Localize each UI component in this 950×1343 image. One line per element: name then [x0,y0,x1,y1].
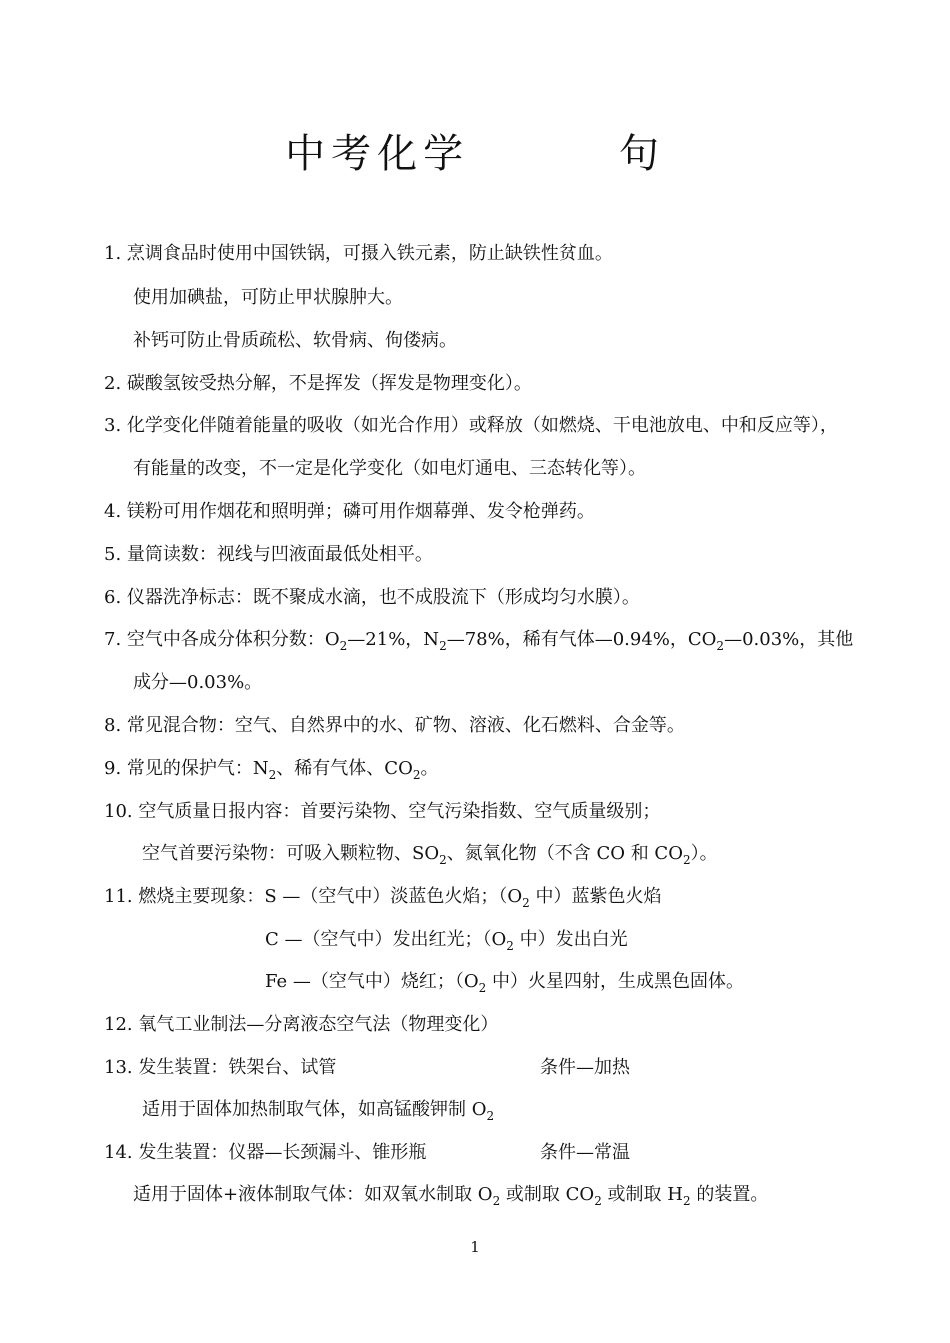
item-8: 8. 常见混合物：空气、自然界中的水、矿物、溶液、化石燃料、合金等。 [104,715,685,736]
item-9: 9. 常见的保护气：$N_2$、稀有气体、$CO_2$。 [104,758,439,782]
item-10-line-2: 空气首要污染物：可吸入颗粒物、$SO_2$、氮氧化物（不含 CO 和 $CO_2$）。 [142,843,718,867]
item-1-line-1: 1. 烹调食品时使用中国铁锅，可摄入铁元素，防止缺铁性贫血。 [104,243,613,264]
page-number: 1 [470,1238,480,1256]
item-14-line-1: 14. 发生装置：仪器—长颈漏斗、锥形瓶 [104,1142,427,1163]
item-14-condition: 条件—常温 [540,1142,630,1163]
item-3-line-1: 3. 化学变化伴随着能量的吸收（如光合作用）或释放（如燃烧、干电池放电、中和反应等）， [104,415,838,436]
item-13-line-1: 13. 发生装置：铁架台、试管 [104,1057,337,1078]
item-4: 4. 镁粉可用作烟花和照明弹；磷可用作烟幕弹、发令枪弹药。 [104,501,595,522]
item-3-line-2: 有能量的改变，不一定是化学变化（如电灯通电、三态转化等）。 [133,458,646,479]
item-1-line-3: 补钙可防止骨质疏松、软骨病、佝偻病。 [133,330,457,351]
item-1-line-2: 使用加碘盐，可防止甲状腺肿大。 [133,287,403,308]
page-title: 中考化学 句 [285,131,665,177]
item-7-line-1: 7. 空气中各成分体积分数：$O_2—21\%$，$N_2—78\%$，稀有气体—0.94%，$CO_2—0.03\%$，其他 [104,629,854,653]
item-13-line-2: 适用于固体加热制取气体，如高锰酸钾制 $O_2$ [142,1099,495,1123]
item-11-line-3: Fe —（空气中）烧红；（$O_2$ 中）火星四射，生成黑色固体。 [265,971,745,995]
item-12: 12. 氧气工业制法—分离液态空气法（物理变化） [104,1014,499,1035]
item-14-line-2: 适用于固体+液体制取气体：如双氧水制取 $O_2$ 或制取 $CO_2$ 或制取 $H_2$ 的装置。 [133,1184,769,1208]
item-5: 5. 量筒读数：视线与凹液面最低处相平。 [104,544,433,565]
item-13-condition: 条件—加热 [540,1057,630,1078]
item-10-line-1: 10. 空气质量日报内容：首要污染物、空气污染指数、空气质量级别； [104,801,661,822]
item-7-line-2: 成分—0.03%。 [133,672,263,693]
item-11-line-2: C —（空气中）发出红光；（$O_2$ 中）发出白光 [265,929,628,953]
item-2: 2. 碳酸氢铵受热分解，不是挥发（挥发是物理变化）。 [104,373,532,394]
item-11-line-1: 11. 燃烧主要现象：S —（空气中）淡蓝色火焰；（$O_2$ 中）蓝紫色火焰 [104,886,662,910]
item-6: 6. 仪器洗净标志：既不聚成水滴，也不成股流下（形成均匀水膜）。 [104,587,640,608]
